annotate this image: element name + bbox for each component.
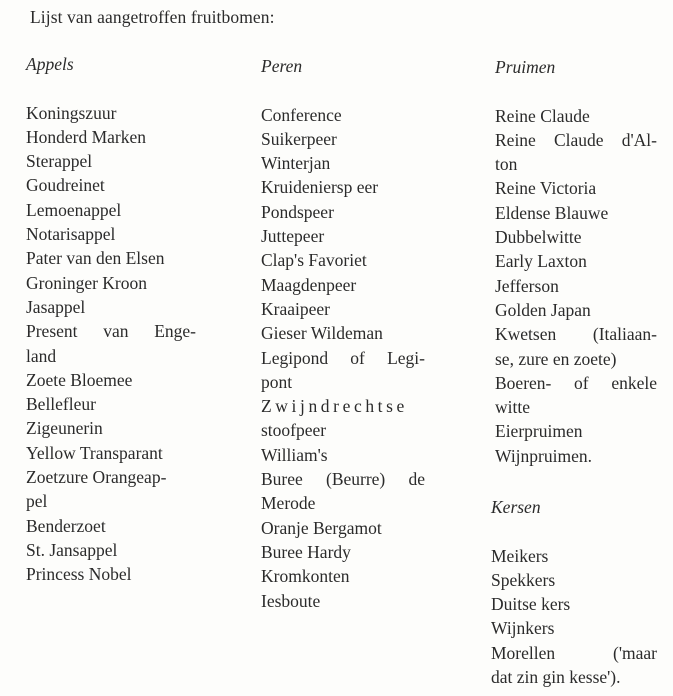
list-item: Kromkonten	[261, 566, 350, 587]
list-item: Spekkers	[491, 569, 556, 590]
list-item: Present van Enge-	[26, 321, 196, 342]
list-item: Honderd Marken	[26, 126, 147, 147]
list-item: Iesboute	[261, 590, 321, 611]
list-item: Reine Victoria	[495, 178, 597, 199]
list-item: Maagdenpeer	[261, 274, 357, 295]
list-item: Winterjan	[261, 153, 331, 174]
list-item: Kwetsen (Italiaan-	[495, 324, 657, 345]
list-item: Zwijndrechtse	[261, 396, 408, 417]
list-item: stoofpeer	[261, 420, 327, 441]
list-item: dat zin gin kesse').	[491, 667, 621, 688]
list-item: Jefferson	[495, 275, 559, 296]
list-item: Eldense Blauwe	[495, 202, 609, 223]
list-item: Buree (Beurre) de	[261, 469, 425, 490]
list-item: Reine Claude d'Al-	[495, 129, 657, 150]
plums-heading: Pruimen	[495, 57, 556, 77]
list-item: Groninger Kroon	[26, 272, 148, 293]
list-item: Pater van den Elsen	[26, 248, 165, 269]
list-item: se, zure en zoete)	[495, 348, 617, 369]
list-item: Princess Nobel	[26, 564, 132, 585]
list-item: Boeren- of enkele	[495, 372, 657, 393]
list-item: witte	[495, 397, 530, 418]
cherries-column	[491, 495, 657, 689]
list-item: Buree Hardy	[261, 541, 351, 562]
list-item: William's	[261, 444, 328, 465]
list-item: Duitse kers	[491, 594, 571, 615]
list-item: Sterappel	[26, 151, 93, 172]
list-item: Bellefleur	[26, 394, 96, 415]
list-item: Eierpruimen	[495, 421, 583, 442]
list-item: Juttepeer	[261, 226, 325, 247]
list-item: Kraaipeer	[261, 298, 330, 319]
list-item: Goudreinet	[26, 175, 105, 196]
list-item: Zoetzure Orangeap-	[26, 467, 167, 488]
list-item: Merode	[261, 493, 316, 514]
list-item: Kruideniersp eer	[261, 177, 379, 198]
list-item: Dubbelwitte	[495, 227, 582, 248]
list-item: Wijnpruimen.	[495, 445, 592, 466]
list-item: Oranje Bergamot	[261, 517, 382, 538]
list-item: Wijnkers	[491, 618, 555, 639]
list-title: Lijst van aangetroffen fruitbomen:	[30, 7, 275, 27]
list-item: Golden Japan	[495, 299, 591, 320]
list-item: Zoete Bloemee	[26, 369, 133, 390]
list-item: ton	[495, 154, 518, 175]
list-item: Legipond of Legi-	[261, 347, 425, 368]
list-item: pel	[26, 491, 48, 512]
list-item: Jasappel	[26, 296, 86, 317]
pears-heading: Peren	[261, 56, 303, 76]
list-item: Benderzoet	[26, 515, 106, 536]
list-item: Gieser Wildeman	[261, 323, 383, 344]
list-item: Suikerpeer	[261, 128, 337, 149]
list-item: Koningszuur	[26, 102, 117, 123]
list-item: Yellow Transparant	[26, 442, 163, 463]
list-item: Lemoenappel	[26, 199, 122, 220]
apples-heading: Appels	[26, 54, 74, 74]
list-item: Reine Claude	[495, 105, 590, 126]
list-item: Zigeunerin	[26, 418, 103, 439]
list-item: Morellen ('maar	[491, 642, 657, 663]
list-item: Pondspeer	[261, 201, 334, 222]
apples-column	[26, 52, 196, 587]
list-item: pont	[261, 371, 293, 392]
list-item: Notarisappel	[26, 224, 116, 245]
plums-column	[495, 55, 657, 468]
list-item: land	[26, 345, 57, 366]
cherries-heading: Kersen	[491, 497, 541, 517]
list-item: Clap's Favoriet	[261, 250, 367, 271]
list-item: Conference	[261, 104, 342, 125]
list-item: Early Laxton	[495, 251, 587, 272]
list-item: Meikers	[491, 545, 549, 566]
pears-column	[261, 54, 425, 613]
list-item: St. Jansappel	[26, 539, 118, 560]
